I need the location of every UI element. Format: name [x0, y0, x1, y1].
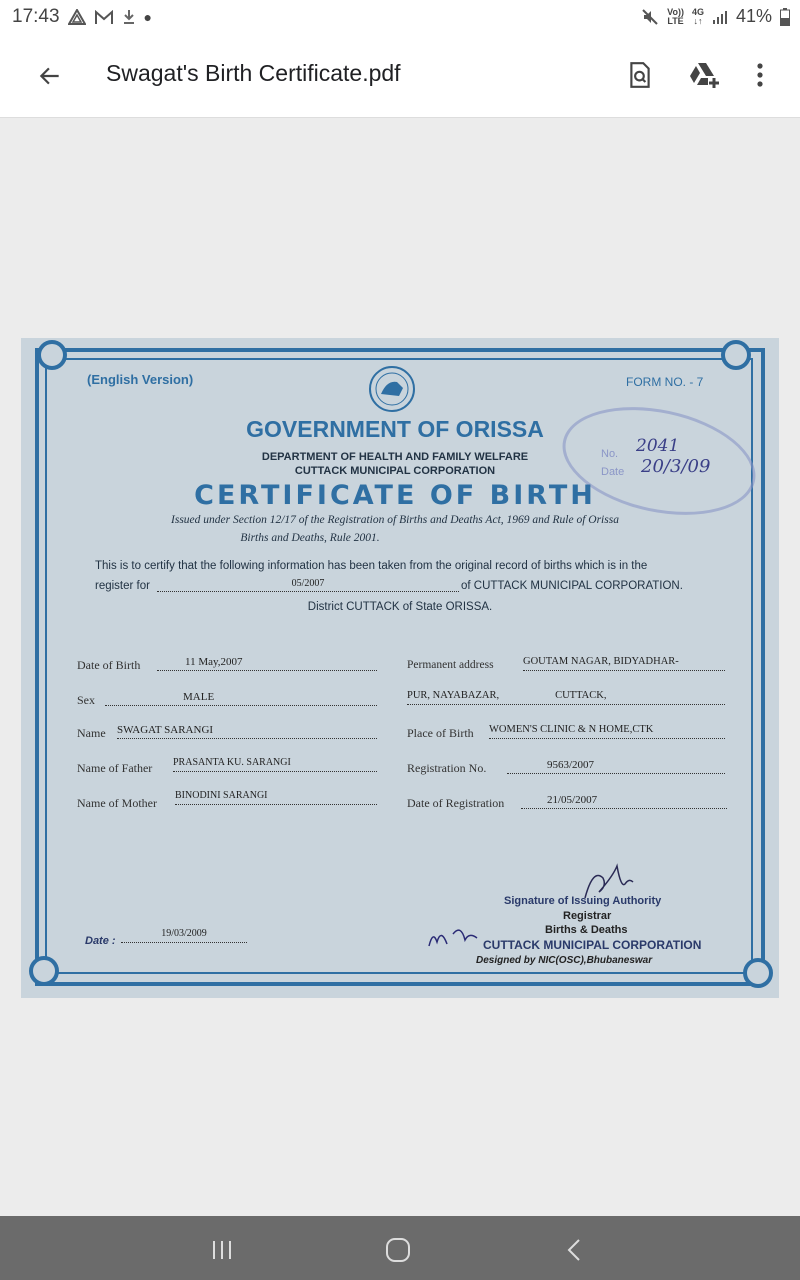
registration-date-label: Date of Registration — [407, 796, 505, 810]
navigation-bar — [0, 1216, 800, 1280]
dob-label: Date of Birth — [77, 658, 141, 672]
back-button[interactable] — [30, 56, 70, 96]
registrar-label: Registrar — [563, 910, 612, 922]
sex-value — [105, 691, 377, 706]
stamp-date: 20/3/09 — [641, 456, 711, 477]
registration-no-value — [507, 759, 725, 774]
arrow-back-icon — [37, 63, 63, 89]
designed-by-line: Designed by NIC(OSC),Bhubaneswar — [476, 955, 653, 966]
more-options-button[interactable] — [740, 55, 780, 95]
battery-icon — [780, 8, 790, 26]
births-deaths-label: Births & Deaths — [545, 924, 628, 936]
certify-line1: This is to certify that the following information has been taken from the original record of births which is in the — [95, 560, 648, 572]
father-name-value: PRASANTA KU. SARANGI — [173, 757, 377, 772]
issue-date-value: 19/03/2009 — [121, 928, 247, 943]
address-line1: GOUTAM NAGAR, BIDYADHAR- — [523, 656, 725, 671]
place-of-birth-value: WOMEN'S CLINIC & N HOME,CTK — [489, 724, 725, 739]
stamp-no-label: No. — [601, 448, 619, 460]
back-nav-icon — [566, 1238, 582, 1262]
status-bar — [0, 0, 800, 34]
corner-ornament-top-right — [721, 340, 751, 370]
more-vert-icon — [756, 62, 764, 88]
battery-percent: 41% — [735, 6, 772, 26]
date-label: Date : — [85, 935, 116, 947]
sex-text: MALE — [183, 691, 215, 703]
address-label: Permanent address — [407, 659, 494, 671]
find-in-document-button[interactable] — [620, 55, 660, 95]
corner-ornament-bottom-left — [29, 956, 59, 986]
address-line2 — [407, 690, 725, 705]
mother-name-value: BINODINI SARANGI — [175, 790, 377, 805]
stamp-date-label: Date — [601, 466, 625, 478]
father-name-label: Name of Father — [77, 761, 153, 775]
status-left — [12, 6, 152, 28]
home-icon — [385, 1237, 411, 1263]
signal-icon — [712, 9, 728, 25]
find-in-page-icon — [627, 61, 653, 89]
certify-suffix: of CUTTACK MUNICIPAL CORPORATION. — [461, 580, 683, 592]
registration-no-text: 9563/2007 — [547, 759, 595, 771]
name-label: Name — [77, 726, 106, 740]
home-button[interactable] — [378, 1232, 418, 1268]
recent-apps-icon — [210, 1239, 234, 1261]
back-nav-button[interactable] — [554, 1232, 594, 1268]
app-bar — [0, 34, 800, 118]
issued-under-line2: Births and Deaths, Rule 2001. — [240, 532, 380, 544]
certify-prefix: register for — [95, 580, 150, 592]
pdf-viewer[interactable] — [0, 118, 800, 1216]
footer-corporation: CUTTACK MUNICIPAL CORPORATION — [483, 938, 702, 952]
name-value: SWAGAT SARANGI — [117, 724, 377, 739]
form-number: FORM NO. - 7 — [626, 375, 704, 389]
corner-ornament-top-left — [37, 340, 67, 370]
pdf-page — [21, 338, 779, 998]
mute-icon — [641, 8, 659, 26]
network-indicator: 4G ↓↑ — [691, 6, 704, 26]
government-heading: GOVERNMENT OF ORISSA — [246, 416, 544, 442]
document-title: Swagat's Birth Certificate.pdf — [106, 60, 401, 86]
place-of-birth-label: Place of Birth — [407, 726, 474, 740]
mother-name-label: Name of Mother — [77, 796, 157, 810]
network-text: 4G — [691, 6, 704, 17]
emblem-icon — [367, 364, 417, 414]
address-line2a: PUR, NAYABAZAR, — [407, 690, 500, 701]
corner-ornament-bottom-right — [743, 958, 773, 988]
dob-value — [157, 656, 377, 671]
volte-text: Vo)) — [667, 6, 684, 17]
drive-notification-icon — [68, 9, 86, 25]
issued-under-line1: Issued under Section 12/17 of the Registration of Births and Deaths Act, 1969 and Rule of Orissa — [171, 514, 619, 526]
signature-label: Signature of Issuing Authority — [504, 895, 662, 907]
gmail-icon — [94, 10, 114, 25]
registration-no-label: Registration No. — [407, 761, 487, 775]
lte-text: LTE — [667, 15, 684, 26]
status-right — [641, 6, 790, 27]
district-line: District CUTTACK of State ORISSA. — [307, 601, 493, 613]
stamp-no: 2041 — [636, 436, 680, 456]
register-for-value: 05/2007 — [157, 578, 459, 592]
sex-label: Sex — [77, 693, 95, 707]
add-to-drive-button[interactable] — [684, 55, 724, 95]
initials-signature-icon — [425, 922, 485, 952]
certificate-title: CERTIFICATE OF BIRTH — [194, 480, 596, 511]
add-to-drive-icon — [688, 61, 720, 89]
department-name: DEPARTMENT OF HEALTH AND FAMILY WELFARE — [261, 451, 529, 463]
volte-indicator — [667, 8, 684, 26]
corporation-name: CUTTACK MUNICIPAL CORPORATION — [294, 465, 496, 477]
registration-date-value — [521, 794, 727, 809]
status-time: 17:43 — [12, 6, 60, 27]
registration-date-text: 21/05/2007 — [547, 794, 598, 806]
dob-text: 11 May,2007 — [185, 656, 243, 668]
dot-icon: ● — [143, 9, 153, 25]
download-icon — [122, 9, 136, 25]
address-line2b: CUTTACK, — [555, 690, 607, 701]
recent-apps-button[interactable] — [202, 1232, 242, 1268]
english-version-label: (English Version) — [87, 372, 194, 387]
